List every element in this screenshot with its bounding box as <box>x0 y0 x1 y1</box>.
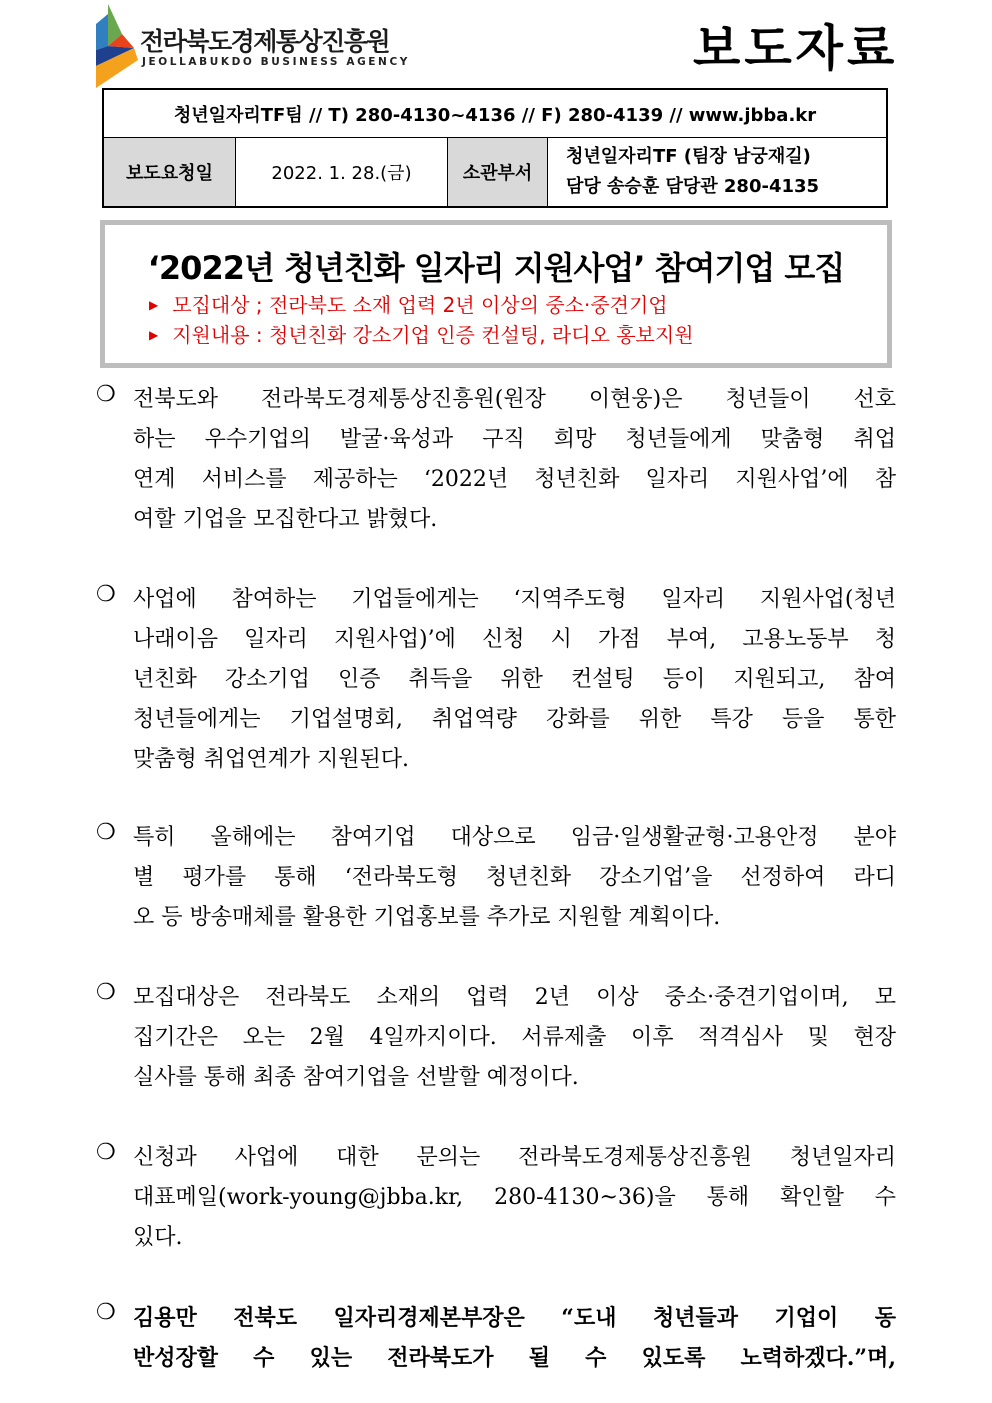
document-type-title: 보도자료 <box>693 20 899 77</box>
circle-bullet-icon: ❍ <box>96 820 116 845</box>
circle-bullet-icon: ❍ <box>96 1300 116 1325</box>
headline-sub-target <box>149 289 668 318</box>
paragraph-line: 나래이음 일자리 지원사업)’에 신청 시 가점 부여, 고용노동부 청 <box>133 627 896 652</box>
org-logo-icon <box>94 4 140 88</box>
paragraph-line: 년친화 강소기업 인증 취득을 위한 컨설팅 등이 지원되고, 참여 <box>133 667 896 692</box>
department-team: 청년일자리TF (팀장 남궁재길) <box>566 146 811 167</box>
paragraph-line: 실사를 통해 최종 참여기업을 선발할 예정이다. <box>133 1065 579 1090</box>
paragraph-line: 있다. <box>133 1225 183 1250</box>
paragraph-line: 김용만 전북도 일자리경제본부장은 “도내 청년들과 기업이 동 <box>133 1305 896 1331</box>
paragraph-line: 하는 우수기업의 발굴·육성과 구직 희망 청년들에게 맞춤형 취업 <box>133 427 896 452</box>
paragraph-line: 모집대상은 전라북도 소재의 업력 2년 이상 중소·중견기업이며, 모 <box>133 985 896 1010</box>
paragraph-line: 사업에 참여하는 기업들에게는 ‘지역주도형 일자리 지원사업(청년 <box>133 587 896 612</box>
triangle-arrow-icon: ▶ <box>149 297 159 312</box>
paragraph-line: 연계 서비스를 제공하는 ‘2022년 청년친화 일자리 지원사업’에 참 <box>133 467 896 492</box>
paragraph-line: 여할 기업을 모집한다고 밝혔다. <box>133 507 438 532</box>
headline-sub-target-text: 모집대상 ; 전라북도 소재 업력 2년 이상의 중소·중견기업 <box>172 293 668 317</box>
circle-bullet-icon: ❍ <box>96 1140 116 1165</box>
contact-table <box>102 88 888 208</box>
circle-bullet-icon: ❍ <box>96 980 116 1005</box>
paragraph-line: 별 평가를 통해 ‘전라북도형 청년친화 강소기업’을 선정하여 라디 <box>133 865 896 890</box>
circle-bullet-icon: ❍ <box>96 582 116 607</box>
org-logo <box>94 4 410 88</box>
circle-bullet-icon: ❍ <box>96 382 116 407</box>
headline-sub-support <box>149 319 694 348</box>
paragraph-line: 특히 올해에는 참여기업 대상으로 임금·일생활균형·고용안정 분야 <box>133 825 896 850</box>
paragraph-line: 전북도와 전라북도경제통상진흥원(원장 이현웅)은 청년들이 선호 <box>133 387 896 412</box>
department-label: 소관부서 <box>448 138 548 206</box>
paragraph-line: 신청과 사업에 대한 문의는 전라북도경제통상진흥원 청년일자리 <box>133 1145 896 1170</box>
department-contact: 담당 송승훈 담당관 280-4135 <box>566 176 820 197</box>
paragraph-line: 오 등 방송매체를 활용한 기업홍보를 추가로 지원할 계획이다. <box>133 905 721 930</box>
headline-sub-support-text: 지원내용 : 청년친화 강소기업 인증 컨설팅, 라디오 홍보지원 <box>172 323 694 347</box>
org-name-en: JEOLLABUKDO BUSINESS AGENCY <box>142 56 410 68</box>
paragraph-line: 맞춤형 취업연계가 지원된다. <box>133 747 410 772</box>
org-name: 전라북도경제통상진흥원 <box>140 27 390 56</box>
department-info <box>548 138 886 206</box>
request-date-label: 보도요청일 <box>104 138 236 206</box>
contact-line: 청년일자리TF팀 // T) 280-4130~4136 // F) 280-4139 // www.jbba.kr <box>104 90 886 138</box>
headline-box <box>100 220 892 368</box>
triangle-arrow-icon: ▶ <box>149 327 159 342</box>
paragraph-line: 반성장할 수 있는 전라북도가 될 수 있도록 노력하겠다.”며, <box>133 1345 896 1371</box>
paragraph-line: 대표메일(work-young@jbba.kr, 280-4130~36)을 통해 확인할 수 <box>133 1185 896 1210</box>
paragraph-line: 청년들에게는 기업설명회, 취업역량 강화를 위한 특강 등을 통한 <box>133 707 896 732</box>
paragraph-line: 집기간은 오는 2월 4일까지이다. 서류제출 이후 적격심사 및 현장 <box>133 1025 896 1050</box>
headline-title: ‘2022년 청년친화 일자리 지원사업’ 참여기업 모집 <box>147 249 845 287</box>
request-date: 2022. 1. 28.(금) <box>236 138 448 206</box>
